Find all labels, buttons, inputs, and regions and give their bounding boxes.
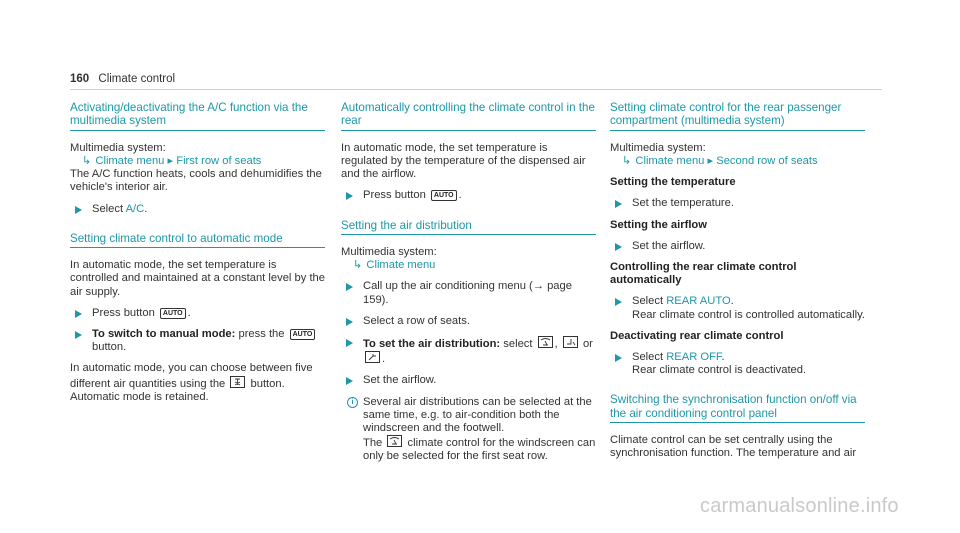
step-press-auto: Press button AUTO . [70,307,325,320]
step-arrow-icon [615,354,622,362]
step-set-distribution: To set the air distribution: select , or . [341,336,596,366]
step-arrow-icon [346,318,353,326]
menu-path [341,259,596,272]
step-arrow-icon [346,339,353,347]
step-arrow-icon [346,377,353,385]
path-separator-icon: ▸ [707,155,714,168]
windscreen-airflow-icon [387,435,402,447]
section-title-automatic: Setting climate control to automatic mode [70,232,325,248]
rear-auto-link[interactable]: REAR AUTO [666,295,731,308]
fan-button-icon [230,376,245,388]
section-title-ac: Activating/deactivating the A/C function via the multimedia system [70,101,325,131]
auto-description: In automatic mode, the set temperature is controlled and maintained at a constant level by the air supply. [70,259,325,298]
section-title-air-distribution: Setting the air distribution [341,219,596,235]
info-note: i Several air distributions can be selected at the same time, e.g. to air-condition both the windscreen and the footwell. The climate control for the windscreen can only be selected for the first seat row. [341,396,596,464]
column-2 [341,101,596,472]
step-select-row: Select a row of seats. [341,315,596,328]
multimedia-label: Multimedia system: ↳ Climate menu ▸ First row of seats The A/C function heats, cools and dehumidifies the vehicle's interior air. [70,142,325,195]
step-arrow-icon [615,200,622,208]
auto-button-icon: AUTO [290,329,316,340]
windscreen-airflow-icon [538,336,553,348]
page-number: 160 [70,73,90,85]
subheading-airflow: Setting the airflow [610,218,707,231]
auto-button-icon: AUTO [160,308,186,319]
menu-link-climate[interactable]: Climate menu [95,155,165,168]
header-divider [70,89,882,90]
auto-button-icon: AUTO [431,190,457,201]
centre-airflow-icon [365,351,380,363]
ac-link[interactable]: A/C [125,202,145,215]
air-quantity-text: In automatic mode, you can choose between five different air quantities using the button. Automatic mode is retained. [70,362,313,403]
subheading-rear-auto: Controlling the rear climate control automatically [610,261,797,287]
step-arrow-icon [346,192,353,200]
path-separator-icon: ▸ [167,155,174,168]
section-title-rear-auto: Automatically controlling the climate control in the rear [341,101,596,131]
step-call-menu: Call up the air conditioning menu (→ page 159). [341,280,596,306]
step-manual-mode: To switch to manual mode: press the AUTO button. [70,328,325,354]
subheading-temperature: Setting the temperature [610,176,736,189]
step-arrow-icon [75,331,82,339]
step-press-auto-rear: Press button AUTO . [341,189,596,202]
ac-description: The A/C function heats, cools and dehumidifies the vehicle's interior air. [70,168,322,194]
menu-link-second-row[interactable]: Second row of seats [716,155,818,168]
multimedia-label: Multimedia system: ↳ Climate menu [341,246,596,272]
path-arrow-icon: ↳ [622,155,632,168]
column-3 [610,101,865,469]
watermark: carmanualsonline.info [700,495,899,517]
menu-link-first-row[interactable]: First row of seats [176,155,262,168]
step-arrow-icon [75,206,82,214]
multimedia-label: Multimedia system: ↳ Climate menu ▸ Second row of seats [610,142,865,168]
step-arrow-icon [615,298,622,306]
step-arrow-icon [615,243,622,251]
step-select-ac: Select A/C. [70,203,325,216]
section-title-synchronisation: Switching the synchronisation function on/off via the air conditioning control panel [610,393,865,423]
page-header [70,73,175,86]
step-set-airflow-rear: Set the airflow. [610,240,865,253]
step-arrow-icon [346,283,353,291]
step-select-rear-off: Select REAR OFF. Rear climate control is deactivated. [610,351,865,377]
subheading-rear-off: Deactivating rear climate control [610,329,784,342]
menu-link-climate[interactable]: Climate menu [635,155,705,168]
info-icon: i [347,397,358,408]
chapter-title: Climate control [98,73,176,85]
footwell-airflow-icon [563,336,578,348]
menu-link-climate[interactable]: Climate menu [366,259,436,272]
rear-off-link[interactable]: REAR OFF [666,351,722,364]
step-select-rear-auto: Select REAR AUTO. Rear climate control is controlled automatically. [610,295,865,321]
step-set-temperature: Set the temperature. [610,197,865,210]
step-arrow-icon [75,310,82,318]
synchronisation-description: Climate control can be set centrally using the synchronisation function. The temperature and air [610,434,857,460]
column-1 [70,101,325,412]
path-arrow-icon: ↳ [82,155,92,168]
section-title-rear-passenger: Setting climate control for the rear passenger compartment (multimedia system) [610,101,865,131]
path-arrow-icon: ↳ [353,259,363,272]
step-set-airflow: Set the airflow. [341,374,596,387]
menu-path [610,155,865,168]
menu-path [70,155,325,168]
rear-auto-description: In automatic mode, the set temperature is regulated by the temperature of the dispensed air and the airflow. [341,141,586,181]
